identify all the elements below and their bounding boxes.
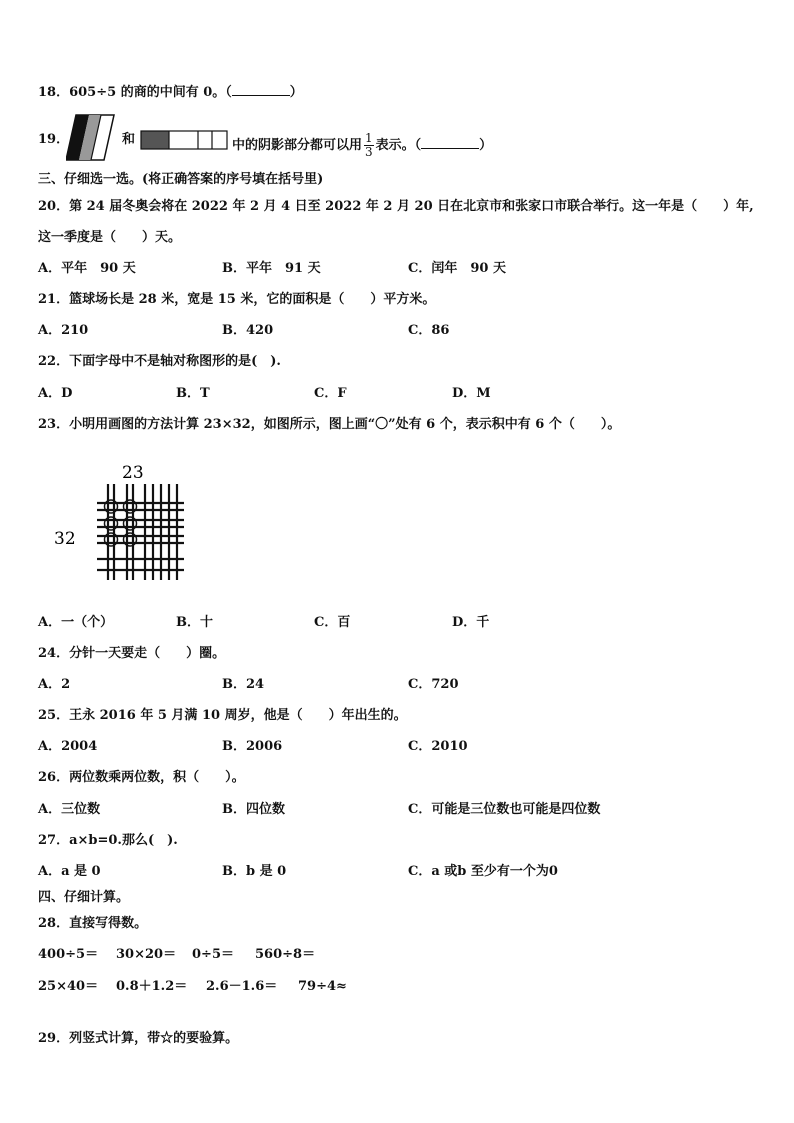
answer-blank[interactable] xyxy=(421,136,479,149)
question-23: 23．小明用画图的方法计算 23×32，如图所示，图上画“〇”处有 6 个，表示积中有 6 个（ ）。 xyxy=(38,417,621,432)
option-a[interactable]: A．210 xyxy=(38,323,89,338)
question-25: 25．王永 2016 年 5 月满 10 周岁，他是（ ）年出生的。 xyxy=(38,708,407,723)
fraction-numerator: 1 xyxy=(365,131,373,145)
figure-label-top: 23 xyxy=(122,463,144,483)
question-19-number: 19． xyxy=(38,132,70,147)
option-d[interactable]: D．千 xyxy=(452,615,490,630)
calc-item: 25×40＝ xyxy=(38,979,99,994)
question-19-middle: 中的阴影部分都可以用 xyxy=(232,138,363,153)
section-4-heading: 四、仔细计算。 xyxy=(38,890,130,905)
multiplication-grid-figure xyxy=(52,458,192,588)
option-c[interactable]: C．百 xyxy=(314,615,351,630)
option-b[interactable]: B．十 xyxy=(176,615,213,630)
calc-item: 79÷4≈ xyxy=(298,979,347,994)
calc-item: 560÷8＝ xyxy=(255,947,316,962)
option-b[interactable]: B．b 是 0 xyxy=(222,864,287,879)
option-b[interactable]: B．2006 xyxy=(222,739,283,754)
parallelogram-figure xyxy=(66,114,116,162)
option-b[interactable]: B．平年 91 天 xyxy=(222,261,321,276)
calc-item: 0÷5＝ xyxy=(192,947,234,962)
figure-label-left: 32 xyxy=(54,529,76,549)
question-22: 22．下面字母中不是轴对称图形的是( ). xyxy=(38,354,281,369)
option-a[interactable]: A．a 是 0 xyxy=(38,864,101,879)
option-b[interactable]: B．420 xyxy=(222,323,274,338)
answer-blank[interactable] xyxy=(232,83,290,96)
calc-item: 2.6－1.6＝ xyxy=(206,979,278,994)
question-18 xyxy=(38,83,303,101)
option-b[interactable]: B．T xyxy=(176,386,210,401)
question-27: 27．a×b=0.那么( ). xyxy=(38,833,178,848)
calc-item: 400÷5＝ xyxy=(38,947,99,962)
option-d[interactable]: D．M xyxy=(452,386,491,401)
option-c[interactable]: C．86 xyxy=(408,323,450,338)
option-a[interactable]: A．D xyxy=(38,386,73,401)
question-18-text: 18．605÷5 的商的中间有 0。（ xyxy=(38,85,232,100)
option-a[interactable]: A．一（个） xyxy=(38,615,114,630)
option-c[interactable]: C．闰年 90 天 xyxy=(408,261,506,276)
close-paren: ） xyxy=(479,138,493,153)
option-c[interactable]: C．F xyxy=(314,386,347,401)
question-24: 24．分针一天要走（ ）圈。 xyxy=(38,646,226,661)
question-26: 26．两位数乘两位数，积（ ）。 xyxy=(38,770,245,785)
question-21: 21．篮球场长是 28 米，宽是 15 米，它的面积是（ ）平方米。 xyxy=(38,292,436,307)
option-a[interactable]: A．平年 90 天 xyxy=(38,261,136,276)
option-c[interactable]: C．2010 xyxy=(408,739,468,754)
option-a[interactable]: A．三位数 xyxy=(38,802,101,817)
calc-item: 0.8＋1.2＝ xyxy=(116,979,188,994)
option-c[interactable]: C．a 或b 至少有一个为0 xyxy=(408,864,558,879)
section-3-heading: 三、仔细选一选。(将正确答案的序号填在括号里) xyxy=(38,172,324,187)
calc-item: 30×20＝ xyxy=(116,947,177,962)
option-a[interactable]: A．2004 xyxy=(38,739,98,754)
question-20-line-2: 这一季度是（ ）天。 xyxy=(38,230,182,245)
rectangle-bar-figure xyxy=(140,130,228,150)
option-a[interactable]: A．2 xyxy=(38,677,71,692)
close-paren: ） xyxy=(289,85,303,100)
question-29: 29．列竖式计算，带☆的要验算。 xyxy=(38,1031,239,1046)
question-20-line-1: 20．第 24 届冬奥会将在 2022 年 2 月 4 日至 2022 年 2 月 20 日在北京市和张家口市联合举行。这一年是（ ）年, xyxy=(38,199,754,214)
and-text: 和 xyxy=(122,132,136,147)
option-b[interactable]: B．24 xyxy=(222,677,265,692)
question-28: 28．直接写得数。 xyxy=(38,916,148,931)
option-c[interactable]: C．可能是三位数也可能是四位数 xyxy=(408,802,601,817)
fraction-one-third xyxy=(364,132,374,159)
question-19-tail: 表示。（ xyxy=(375,138,422,153)
option-b[interactable]: B．四位数 xyxy=(222,802,285,817)
option-c[interactable]: C．720 xyxy=(408,677,459,692)
fraction-denominator: 3 xyxy=(365,145,373,159)
